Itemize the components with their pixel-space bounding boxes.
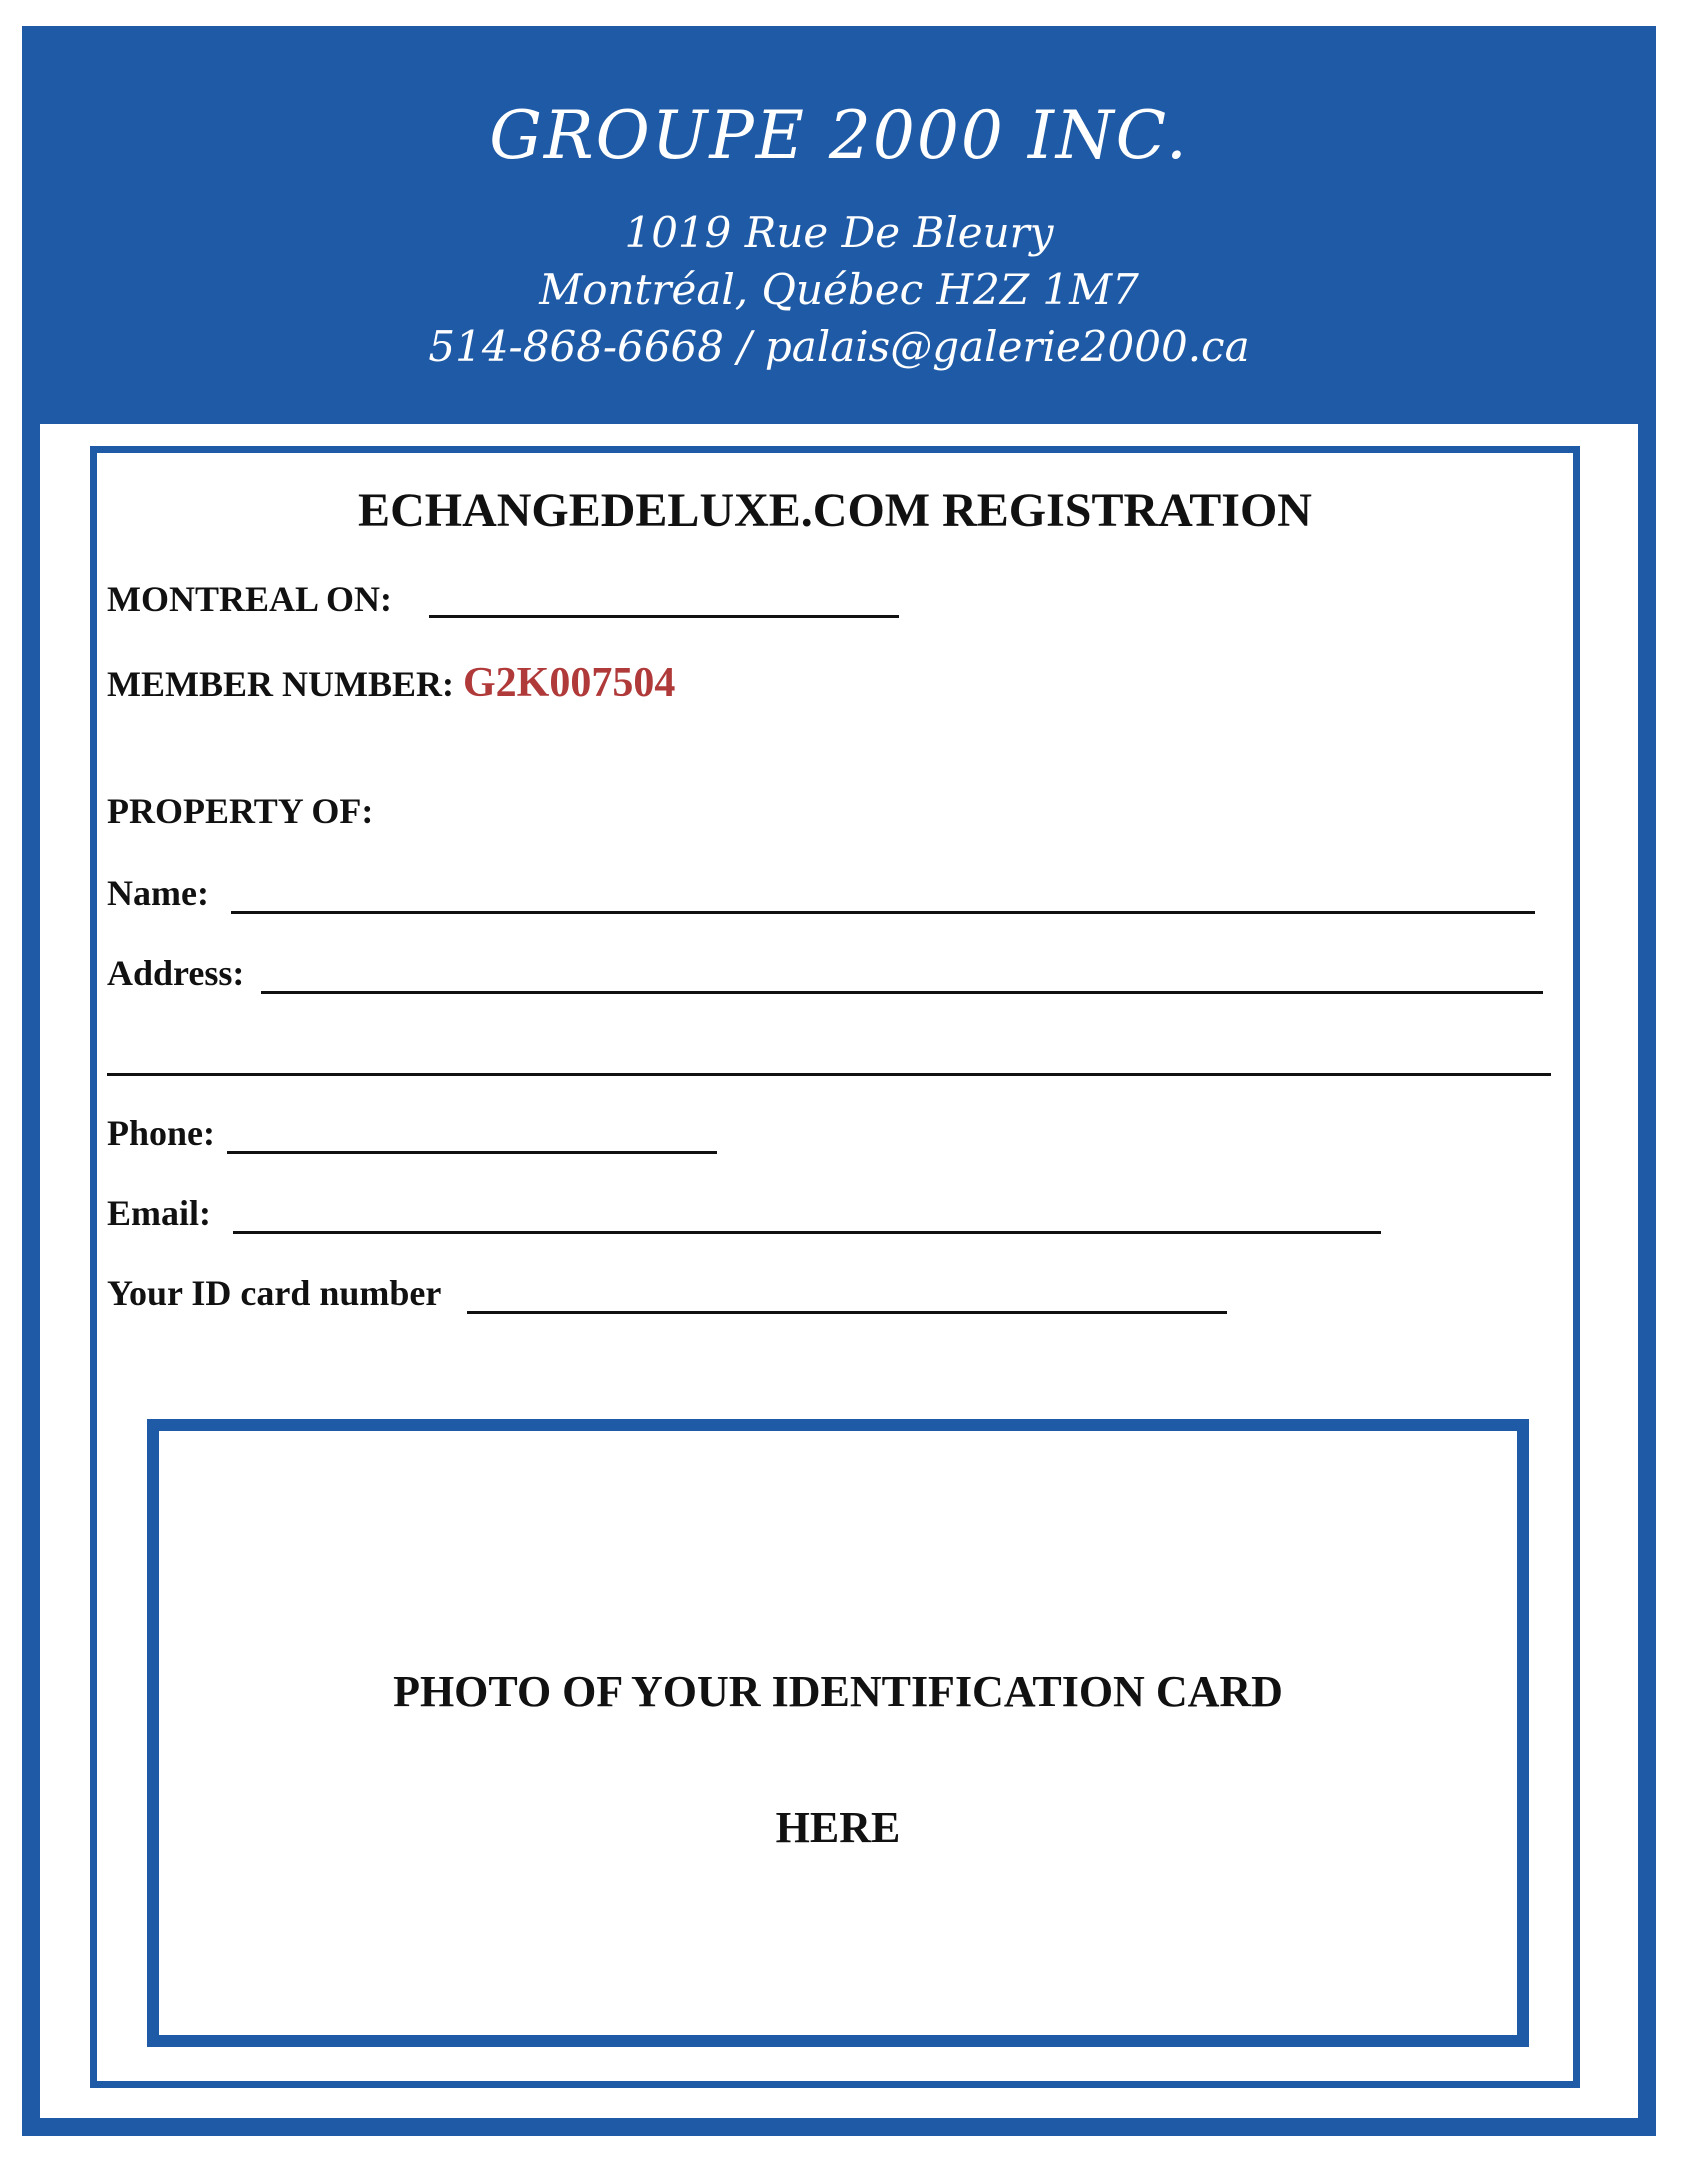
phone-label: Phone: [107,1113,215,1153]
id-card-label: Your ID card number [107,1273,442,1313]
name-label: Name: [107,873,209,913]
email-line[interactable] [233,1231,1381,1234]
company-name: GROUPE 2000 INC. [489,97,1189,174]
address-line-2[interactable] [107,1073,1551,1076]
member-number-value: G2K007504 [462,660,676,706]
form-panel [40,424,1638,2118]
phone-email: 514-868-6668 / palais@galerie2000.ca [428,322,1250,371]
montreal-on-line[interactable] [429,615,899,618]
property-of-label: PROPERTY OF: [107,791,374,831]
photo-instruction-here: HERE [775,1803,901,1852]
registration-form [90,446,1580,2088]
member-number-row [107,661,675,706]
phone-line[interactable] [227,1151,717,1154]
letterhead [22,26,1656,424]
city-province-postal: Montréal, Québec H2Z 1M7 [539,265,1139,314]
address-line-1[interactable] [261,991,1543,994]
address-label: Address: [107,953,245,993]
form-title: ECHANGEDELUXE.COM REGISTRATION [358,484,1312,537]
montreal-on-label: MONTREAL ON: [107,579,393,619]
id-card-line[interactable] [467,1311,1227,1314]
street-address: 1019 Rue De Bleury [624,208,1054,257]
id-photo-area[interactable] [147,1419,1529,2047]
document-frame [22,26,1656,2136]
email-label: Email: [107,1193,211,1233]
member-number-label: MEMBER NUMBER: [107,664,454,704]
photo-instruction: PHOTO OF YOUR IDENTIFICATION CARD [393,1667,1283,1716]
name-line[interactable] [231,911,1535,914]
